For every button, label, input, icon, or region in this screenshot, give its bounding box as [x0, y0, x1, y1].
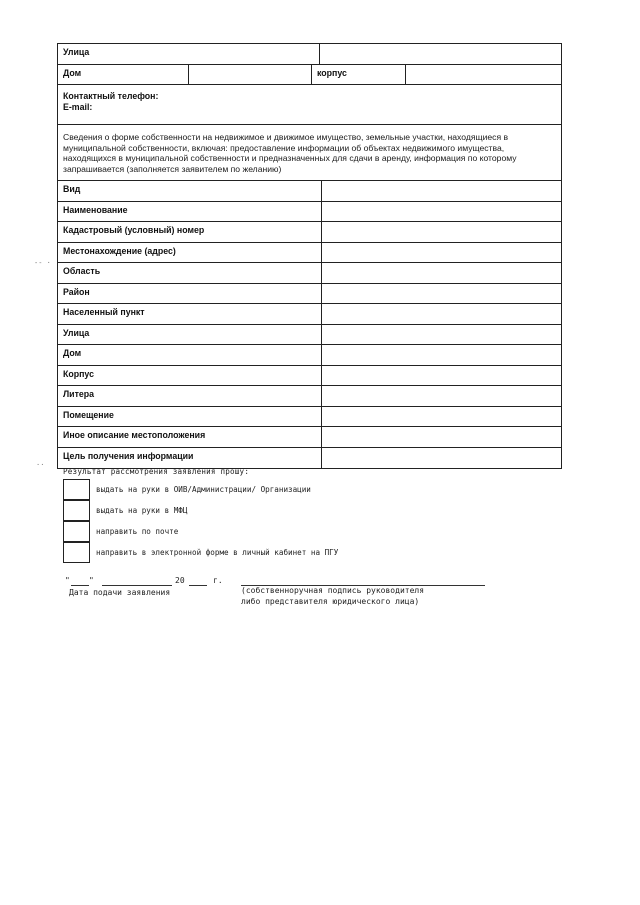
date-caption: Дата подачи заявления: [69, 588, 171, 597]
field-value[interactable]: [321, 427, 561, 447]
email-label: E-mail:: [63, 101, 93, 112]
field-label: Наименование: [63, 204, 128, 215]
field-row-district: [58, 284, 561, 305]
signature-caption-line1: (собственноручная подпись руководителя: [241, 586, 425, 595]
field-value[interactable]: [321, 407, 561, 427]
house-label: Дом: [63, 68, 82, 78]
field-value[interactable]: [321, 304, 561, 324]
field-label: Район: [63, 286, 90, 297]
option-label: направить в электронной форме в личный кабинет на ПГУ: [96, 548, 339, 557]
day-quote-open: ": [65, 576, 70, 585]
field-row-purpose: [58, 448, 561, 469]
field-value[interactable]: [321, 325, 561, 345]
house-row: [58, 65, 561, 85]
field-row-vid: [58, 181, 561, 202]
phone-label: Контактный телефон:: [63, 91, 159, 101]
field-label: Вид: [63, 184, 81, 194]
field-label: Населенный пункт: [63, 307, 145, 317]
property-info-text: Сведения о форме собственности на недвижимое и движимое имущество, земельные участки, находящиеся в муниципальной собственности, включая: предоставление информации об объектах недвижимого имущества, находящихся в муниципальной собственности и предназначенных для сдачи в аренду, информация по которому запрашивается (заполняется заявителем по желанию): [63, 132, 517, 174]
scan-mark: ··: [36, 461, 45, 469]
field-label: Область: [63, 266, 101, 276]
option-label: направить по почте: [96, 527, 179, 536]
field-row-other-location: [58, 427, 561, 448]
year-suffix: г.: [213, 576, 223, 585]
field-value[interactable]: [321, 448, 561, 469]
day-field[interactable]: [71, 585, 89, 586]
option-label: выдать на руки в ОИВ/Администрации/ Организации: [96, 485, 311, 494]
field-row-street: [58, 325, 561, 346]
field-label: Цель получения информации: [63, 450, 194, 461]
signature-block: [65, 576, 495, 626]
field-value[interactable]: [321, 386, 561, 406]
field-row-building: [58, 366, 561, 387]
field-value[interactable]: [321, 366, 561, 386]
field-label: Иное описание местоположения: [63, 430, 206, 440]
month-field[interactable]: [102, 585, 172, 586]
option-checkbox[interactable]: [63, 521, 90, 542]
field-row-litera: [58, 386, 561, 407]
field-label: Корпус: [63, 368, 94, 379]
field-value[interactable]: [321, 345, 561, 365]
field-label: Кадастровый (условный) номер: [63, 225, 205, 235]
field-row-premises: [58, 407, 561, 428]
scan-mark: -- ·: [34, 259, 51, 267]
contact-cell[interactable]: [58, 85, 561, 124]
field-value[interactable]: [321, 202, 561, 222]
field-value[interactable]: [321, 243, 561, 263]
building-value-field[interactable]: [405, 65, 561, 84]
field-label: Литера: [63, 389, 95, 399]
option-checkbox[interactable]: [63, 500, 90, 521]
property-info-row: [58, 125, 561, 181]
result-options-block: [63, 467, 513, 557]
signature-caption-line2: либо представителя юридического лица): [241, 597, 420, 606]
option-checkbox[interactable]: [63, 479, 90, 500]
option-send-electronically[interactable]: [63, 542, 338, 563]
field-label: Помещение: [63, 409, 114, 420]
option-checkbox[interactable]: [63, 542, 90, 563]
street-value-field[interactable]: [319, 44, 561, 64]
field-value[interactable]: [321, 284, 561, 304]
house-value-field[interactable]: [188, 65, 311, 84]
field-row-cadastral: [58, 222, 561, 243]
field-label: Улица: [63, 327, 90, 338]
street-label: Улица: [63, 47, 90, 57]
field-row-house: [58, 345, 561, 366]
field-value[interactable]: [321, 263, 561, 283]
field-row-name: [58, 202, 561, 223]
option-issue-in-office[interactable]: [63, 479, 311, 500]
field-value[interactable]: [321, 181, 561, 201]
field-value[interactable]: [321, 222, 561, 242]
day-quote-close: ": [89, 576, 94, 585]
option-label: выдать на руки в МФЦ: [96, 506, 188, 515]
field-label: Местонахождение (адрес): [63, 245, 176, 256]
result-title: Результат рассмотрения заявления прошу:: [63, 467, 250, 476]
contact-row: [58, 85, 561, 125]
application-form-table: [57, 43, 562, 469]
year-field[interactable]: [189, 585, 207, 586]
option-issue-in-mfc[interactable]: [63, 500, 187, 521]
field-row-region: [58, 263, 561, 284]
field-row-location: [58, 243, 561, 264]
building-label: корпус: [311, 65, 405, 84]
field-label: Дом: [63, 348, 82, 358]
property-fields: [58, 181, 561, 468]
year-prefix: 20: [175, 576, 185, 585]
street-row: [58, 44, 561, 65]
option-send-by-mail[interactable]: [63, 521, 178, 542]
field-row-locality: [58, 304, 561, 325]
